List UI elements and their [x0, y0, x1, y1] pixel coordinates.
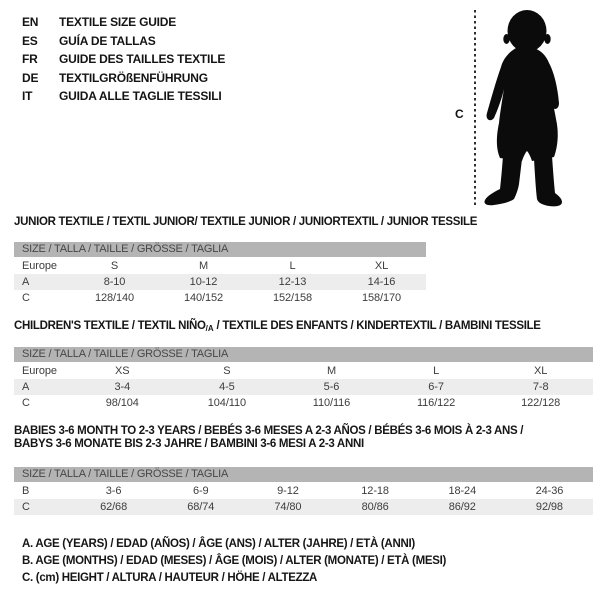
- size-value: 12-18: [361, 485, 389, 497]
- size-value: 158/170: [361, 292, 402, 304]
- table-header-bar: SIZE / TALLA / TAILLE / GRÖSSE / TAGLIA: [14, 467, 593, 482]
- size-value: XL: [374, 260, 389, 272]
- size-value: 128/140: [94, 292, 135, 304]
- legend: [22, 536, 446, 587]
- size-value: 5-6: [323, 381, 340, 393]
- size-section: [14, 425, 593, 515]
- language-code: EN: [22, 15, 39, 29]
- table-row: [14, 290, 426, 306]
- section-title-line2: BABYS 3-6 MONATE BIS 2-3 JAHRE / BAMBINI 3-6 MESI A 2-3 ANNI: [14, 438, 364, 450]
- row-label: C: [22, 292, 30, 304]
- section-title: [14, 216, 478, 229]
- legend-line: A. AGE (YEARS) / EDAD (AÑOS) / ÂGE (ANS) / ALTER (JAHRE) / ETÀ (ANNI): [22, 538, 415, 550]
- size-value: 14-16: [367, 276, 396, 288]
- language-code: ES: [22, 33, 38, 48]
- section-title-part: JUNIOR TEXTILE / TEXTIL JUNIOR/ TEXTILE JUNIOR / JUNIORTEXTIL / JUNIOR TESSILE: [14, 216, 478, 228]
- table-row: [14, 274, 426, 290]
- height-measure-label: C: [455, 107, 464, 121]
- size-value: XS: [115, 365, 130, 377]
- language-row: [22, 87, 225, 106]
- section-title-part: /A: [205, 324, 214, 333]
- size-section: [14, 216, 478, 306]
- row-label: Europe: [22, 260, 57, 272]
- size-value: 140/152: [183, 292, 224, 304]
- size-value: 86/92: [448, 501, 476, 513]
- row-label: A: [22, 276, 30, 288]
- size-value: 3-6: [105, 485, 122, 497]
- height-measure-dashed-line: [474, 10, 476, 208]
- size-value: S: [223, 365, 231, 377]
- size-value: 98/104: [105, 397, 139, 409]
- table-row: [14, 258, 426, 274]
- language-code: FR: [22, 52, 38, 66]
- size-value: 152/158: [272, 292, 313, 304]
- language-code: DE: [22, 70, 39, 85]
- size-value: 12-13: [278, 276, 307, 288]
- language-title: TEXTILE SIZE GUIDE: [59, 15, 177, 29]
- size-value: 80/86: [361, 501, 389, 513]
- language-code: IT: [22, 89, 33, 103]
- size-value: 62/68: [100, 501, 128, 513]
- table-row: [14, 395, 593, 411]
- size-value: 24-36: [535, 485, 564, 497]
- language-title: TEXTILGRÖßENFÜHRUNG: [59, 70, 208, 85]
- legend-line: B. AGE (MONTHS) / EDAD (MESES) / ÂGE (MOIS) / ALTER (MONATE) / ETÀ (MESI): [22, 555, 447, 567]
- row-label: B: [22, 485, 30, 497]
- size-value: 8-10: [103, 276, 126, 288]
- language-row: [22, 50, 225, 69]
- size-value: 9-12: [277, 485, 299, 497]
- language-guide: [22, 13, 225, 106]
- size-value: 68/74: [187, 501, 215, 513]
- size-value: 18-24: [448, 485, 477, 497]
- language-row: [22, 32, 225, 51]
- size-value: S: [110, 260, 119, 272]
- size-value: 6-7: [428, 381, 444, 393]
- table-row: [14, 483, 593, 499]
- size-value: 122/128: [521, 397, 561, 409]
- table-row: [14, 363, 593, 379]
- size-value: 4-5: [219, 381, 235, 393]
- size-value: 74/80: [274, 501, 302, 513]
- language-title: GUIDA ALLE TAGLIE TESSILI: [59, 89, 222, 103]
- section-title-part: CHILDREN'S TEXTILE / TEXTIL NIÑO: [14, 320, 206, 332]
- size-value: 104/110: [207, 397, 247, 409]
- section-title: [14, 320, 593, 335]
- table-header-bar: SIZE / TALLA / TAILLE / GRÖSSE / TAGLIA: [14, 347, 593, 362]
- size-value: 92/98: [535, 501, 563, 513]
- size-value: M: [198, 260, 209, 272]
- section-title: [14, 425, 593, 438]
- size-value: XL: [534, 365, 548, 377]
- row-label: C: [22, 501, 30, 513]
- language-row: [22, 69, 225, 88]
- legend-line: C. (cm) HEIGHT / ALTURA / HAUTEUR / HÖHE / ALTEZZA: [22, 572, 318, 584]
- row-label: C: [22, 397, 30, 409]
- size-value: 116/122: [416, 397, 456, 409]
- table-header-bar: SIZE / TALLA / TAILLE / GRÖSSE / TAGLIA: [14, 242, 426, 257]
- row-label: Europe: [22, 365, 57, 377]
- section-title-part: / TEXTILE DES ENFANTS / KINDERTEXTIL / BAMBINI TESSILE: [213, 320, 541, 332]
- size-table: [14, 467, 593, 515]
- language-title: GUIDE DES TAILLES TEXTILE: [59, 52, 226, 66]
- size-table: [14, 242, 426, 306]
- section-title-part: BABIES 3-6 MONTH TO 2-3 YEARS / BEBÉS 3-6 MESES A 2-3 AÑOS / BÉBÉS 3-6 MOIS À 2-3 ANS /: [14, 425, 524, 437]
- row-label: A: [22, 381, 30, 393]
- size-section: [14, 320, 593, 411]
- table-row: [14, 499, 593, 515]
- size-value: 3-4: [114, 381, 131, 393]
- size-value: 6-9: [192, 485, 209, 497]
- size-value: 110/116: [312, 397, 351, 409]
- size-table: [14, 347, 593, 411]
- language-row: [22, 13, 225, 32]
- toddler-silhouette-icon: [482, 6, 574, 212]
- size-value: L: [289, 260, 296, 272]
- size-value: L: [433, 365, 440, 377]
- size-value: 7-8: [532, 381, 549, 393]
- language-title: GUÍA DE TALLAS: [59, 33, 156, 48]
- table-row: [14, 379, 593, 395]
- size-value: M: [326, 365, 337, 377]
- size-value: 10-12: [189, 276, 218, 288]
